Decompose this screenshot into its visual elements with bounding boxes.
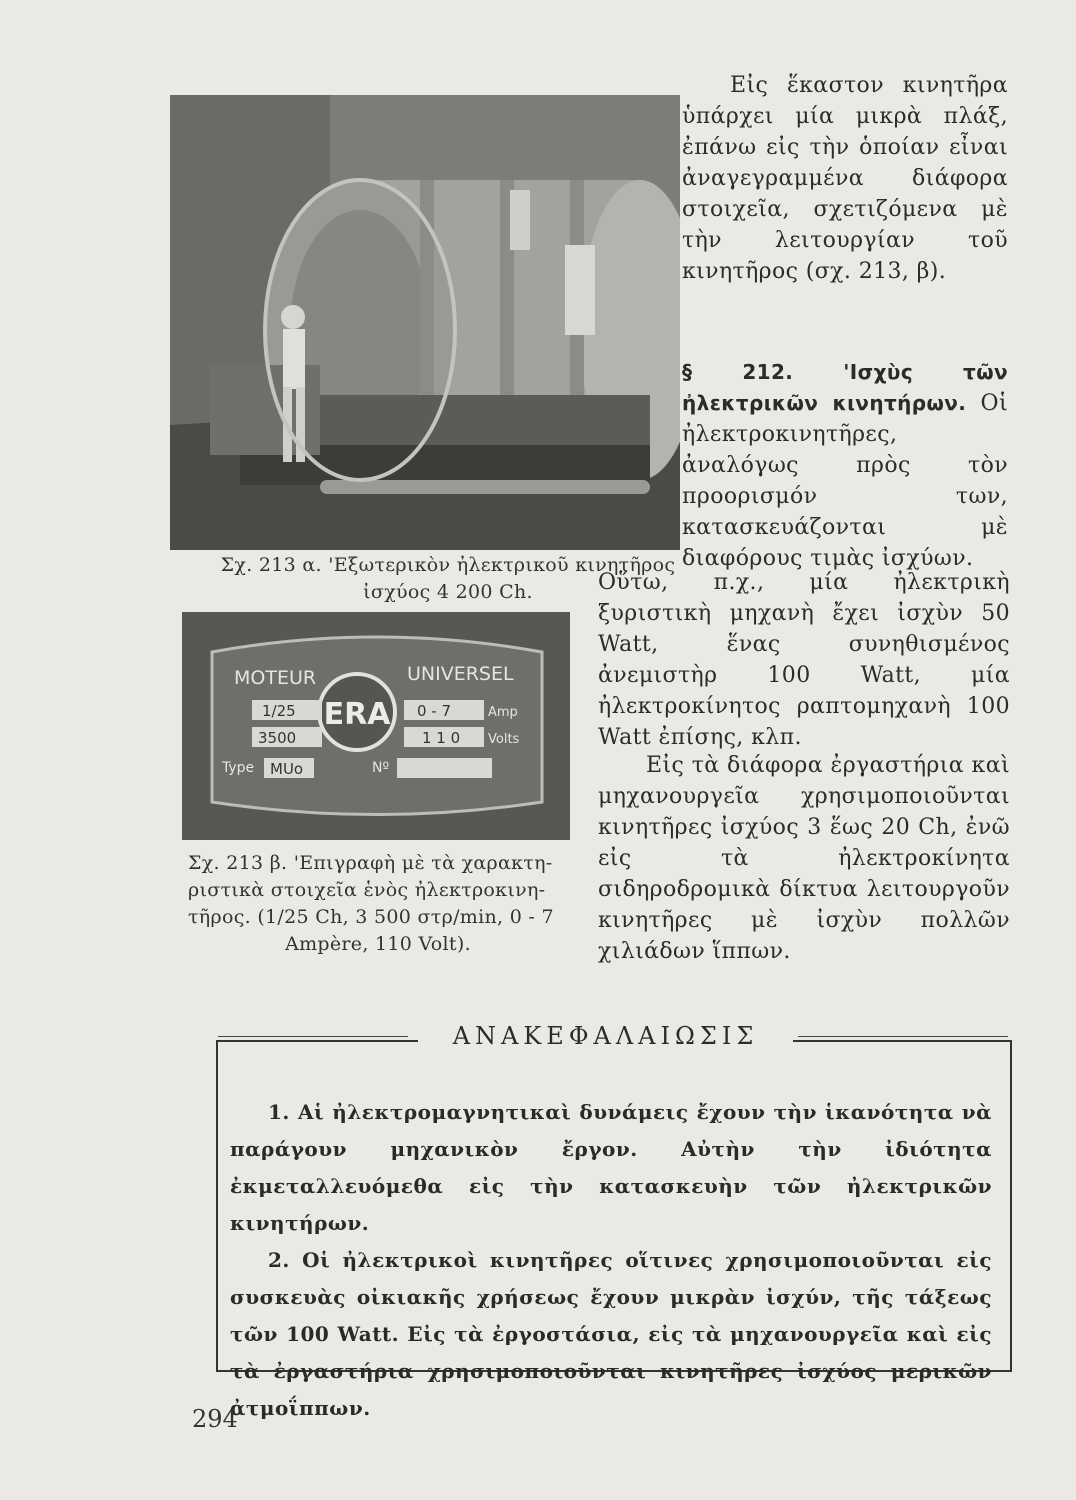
plate-cv-value: 1/25 — [262, 702, 296, 720]
figure-a-caption-line-2: ἰσχύος 4 200 Ch. — [363, 581, 533, 603]
figure-b-caption-line-4: Ampère, 110 Volt). — [285, 933, 471, 955]
body-paragraph-3: Οὕτω, π.χ., μία ἠλεκτρικὴ ξυριστικὴ μηχανὴ ἔχει ἰσχὺν 50 Watt, ἕνας συνηθισμένος ἀνεμιστὴρ 100 Watt, μία ἠλεκτροκίνητος ραπτομηχανὴ 100 Watt ἐπίσης, κλπ. — [598, 570, 1010, 750]
figure-b-caption-line-3: τῆρος. (1/25 Ch, 3 500 στρ/min, 0 - 7 — [188, 906, 554, 928]
plate-amp-value: 0 - 7 — [417, 702, 452, 720]
plate-no-label: Nº — [372, 760, 390, 776]
motor-illustration — [170, 95, 680, 550]
figure-b-caption-line-1: Σχ. 213 β. 'Επιγραφὴ μὲ τὰ χαρακτη- — [188, 852, 553, 874]
summary-heading — [218, 1022, 1008, 1052]
summary-item-2: 2. Οἱ ἠλεκτρικοὶ κινητῆρες οἵτινες χρησιμοποιοῦνται εἰς συσκευὰς οἰκιακῆς χρήσεως ἔχουν μικρὰν ἰσχύν, τῆς τάξεως τῶν 100 Watt. Εἰς τὰ ἐργοστάσια, εἰς τὰ μηχανουργεῖα καὶ εἰς τὰ ἐργαστήρια χρησιμοποιοῦνται κινητῆρες ἰσχύος μερικῶν ἀτμοΐππων. — [230, 1248, 992, 1420]
plate-volts-label: Volts — [488, 732, 520, 747]
plate-amp-label: Amp — [488, 705, 518, 720]
plate-type-label: Type — [222, 760, 255, 776]
page-number: 294 — [192, 1405, 238, 1433]
figure-b-caption-line-2: ριστικὰ στοιχεῖα ἑνὸς ἠλεκτροκινη- — [188, 879, 546, 901]
nameplate-photo — [182, 612, 570, 840]
figure-b-caption — [188, 850, 568, 958]
plate-moteur: MOTEUR — [234, 667, 317, 689]
figure-a-caption-line-1: Σχ. 213 α. 'Εξωτερικὸν ἠλεκτρικοῦ κινητῆρος — [220, 554, 676, 576]
summary-rule-right — [798, 1036, 1008, 1037]
body-paragraph-2: Οἱ ἠλεκτροκινητῆρες, ἀναλόγως πρὸς τὸν προορισμόν των, κατασκευάζονται μὲ διαφόρους τιμὰς ἰσχύων. — [682, 391, 1008, 571]
body-paragraph-1: Εἰς ἕκαστον κινητῆρα ὑπάρχει μία μικρὰ πλάξ, ἐπάνω εἰς τὴν ὁποίαν εἶναι ἀναγεγραμμένα διάφορα στοιχεῖα, σχετιζόμενα μὲ τὴν λειτουργίαν τοῦ κινητῆρος (σχ. 213, β). — [682, 73, 1008, 284]
summary-box — [216, 1040, 1012, 1420]
plate-logo: ERA — [323, 697, 391, 732]
section-212 — [682, 357, 1008, 574]
plate-universel: UNIVERSEL — [407, 663, 514, 685]
plate-tours-value: 3500 — [258, 729, 297, 747]
summary-title: ΑΝΑΚΕΦΑΛΑΙΩΣΙΣ — [418, 1022, 793, 1050]
section-number: § 212. — [682, 360, 794, 384]
body-paragraph-4: Εἰς τὰ διάφορα ἐργαστήρια καὶ μηχανουργεῖα χρησιμοποιοῦνται κινητῆρες ἰσχύος 3 ἕως 20 Ch, ἐνῶ εἰς τὰ ἠλεκτροκίνητα σιδηροδρομικὰ δίκτυα λειτουργοῦν κινητῆρες μὲ ἰσχὺν πολλῶν χιλιάδων ἵππων. — [598, 753, 1010, 964]
plate-volts-value: 1 1 0 — [422, 729, 461, 747]
summary-rule-left — [218, 1036, 408, 1037]
motor-photo — [170, 95, 680, 550]
summary-item-1: 1. Αἱ ἠλεκτρομαγνητικαὶ δυνάμεις ἔχουν τὴν ἱκανότητα νὰ παράγουν μηχανικὸν ἔργον. Αὐτὴν τὴν ἰδιότητα ἐκμεταλλευόμεθα εἰς τὴν κατασκευὴν τῶν ἠλεκτρικῶν κινητήρων. — [230, 1100, 992, 1235]
nameplate-illustration — [182, 612, 570, 840]
plate-type-value: MUo — [270, 760, 304, 778]
section-title: 'Ισχὺς τῶν ἠλεκτρικῶν κινητήρων. — [682, 360, 1008, 415]
